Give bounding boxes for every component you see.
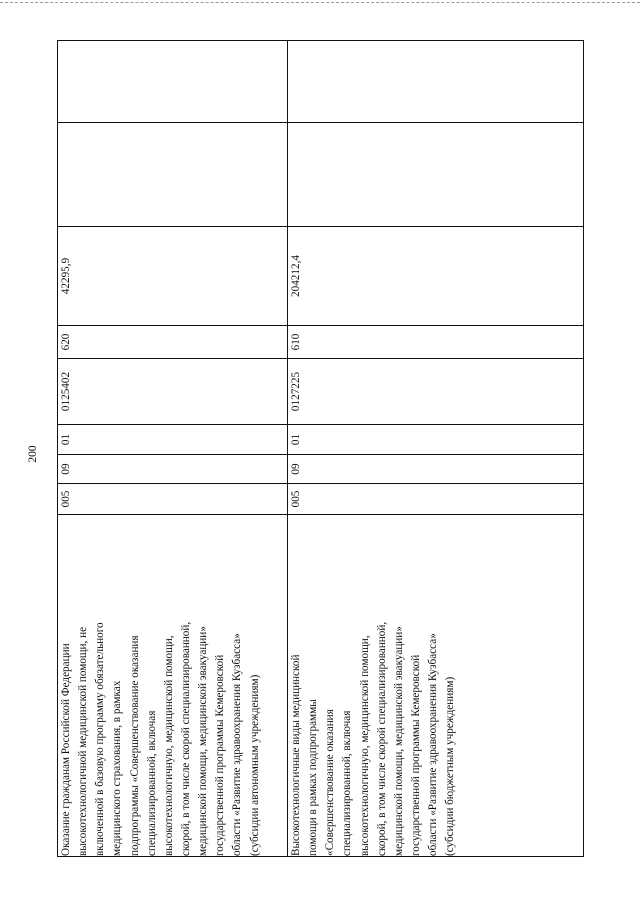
description-line: государственной программы Кемеровской	[409, 654, 422, 856]
description-line: Высокотехнологичные виды медицинской	[290, 654, 302, 856]
description-line: высокотехнологичную, медицинской помощи,	[358, 635, 371, 856]
description-line: области «Развитие здравоохранения Кузбасса»	[427, 633, 440, 856]
empty-cell	[58, 41, 288, 123]
description-line: помощи в рамках подпрограммы	[307, 699, 320, 856]
description-line: медицинского страхования, в рамках	[111, 680, 124, 856]
description-line: специализированной, включая	[341, 710, 354, 856]
description-line: государственной программы Кемеровской	[214, 654, 227, 856]
description-line: «Совершенствование оказания	[324, 709, 337, 856]
description-line: скорой, в том числе скорой специализированной,	[375, 621, 388, 856]
ministry-code: 005	[288, 484, 584, 515]
description-line: высокотехнологичной медицинской помощи, не	[77, 626, 90, 856]
description-line: (субсидии автономным учреждениям)	[248, 674, 261, 856]
budget-table	[57, 40, 584, 857]
description-line: включенной в базовую программу обязательного	[94, 622, 107, 856]
table-row	[288, 41, 584, 857]
description-line: подпрограммы «Совершенствование оказания	[128, 635, 141, 856]
row-description	[288, 515, 584, 857]
section-code: 09	[58, 455, 288, 484]
empty-cell	[288, 41, 584, 123]
description-line: медицинской помощи, медицинской эвакуации»	[197, 626, 210, 856]
description-line: области «Развитие здравоохранения Кузбасса»	[231, 633, 244, 856]
description-line: медицинской помощи, медицинской эвакуации»	[392, 626, 405, 856]
subsection-code: 01	[58, 425, 288, 455]
ministry-code: 005	[58, 484, 288, 515]
scan-edge-line	[0, 2, 640, 3]
empty-cell	[288, 123, 584, 227]
amount-value: 42295,9	[58, 227, 288, 326]
expense-type-code: 620	[58, 326, 288, 359]
description-line: специализированной, включая	[145, 710, 158, 856]
description-line: Оказание гражданам Российской Федерации	[60, 643, 72, 856]
subsection-code: 01	[288, 425, 584, 455]
expense-type-code: 610	[288, 326, 584, 359]
section-code: 09	[288, 455, 584, 484]
description-line: (субсидии бюджетным учреждениям)	[444, 676, 457, 856]
page-number: 200	[27, 445, 39, 463]
target-article-code: 0127225	[288, 359, 584, 425]
rotated-table-container	[57, 41, 583, 857]
target-article-code: 0125402	[58, 359, 288, 425]
amount-value: 204212,4	[288, 227, 584, 326]
row-description	[58, 515, 288, 857]
table-row	[58, 41, 288, 857]
description-line: скорой, в том числе скорой специализированной,	[179, 621, 192, 856]
empty-cell	[58, 123, 288, 227]
description-line: высокотехнологичную, медицинской помощи,	[162, 635, 175, 856]
